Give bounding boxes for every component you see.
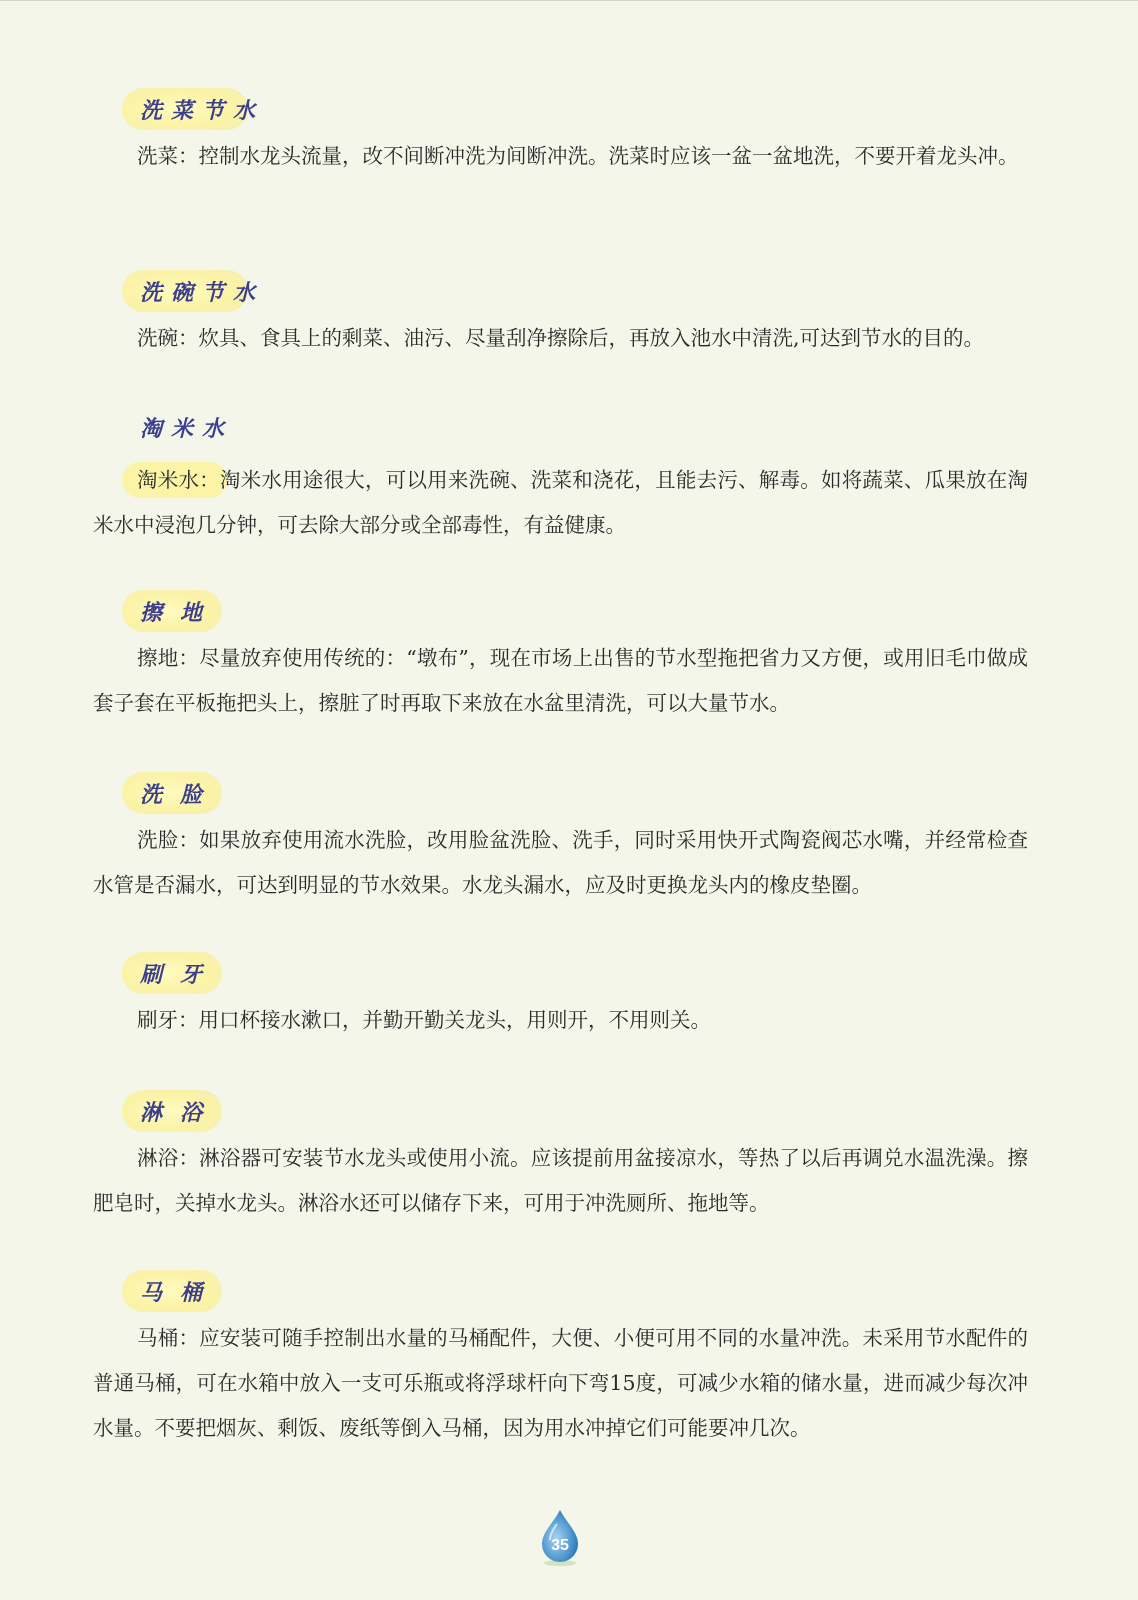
section-paragraph: 马桶：应安装可随手控制出水量的马桶配件，大便、小便可用不同的水量冲洗。未采用节水配件的普通马桶，可在水箱中放入一支可乐瓶或将浮球杆向下弯15度，可减少水箱的储水量，进而减少每次冲水量。不要把烟灰、剩饭、废纸等倒入马桶，因为用水冲掉它们可能要冲几次。 [93, 1326, 1028, 1440]
section-heading: 淋浴 [140, 1101, 221, 1126]
section-wash-dishes [0, 270, 1138, 361]
section-heading: 洗菜节水 [140, 99, 265, 124]
water-drop-icon [538, 1508, 582, 1568]
section-paragraph: 淘米水：淘米水用途很大，可以用来洗碗、洗菜和浇花，且能去污、解毒。如将蔬菜、瓜果放在淘米水中浸泡几分钟，可去除大部分或全部毒性，有益健康。 [93, 468, 1028, 537]
section-wash-vegetables [0, 88, 1138, 179]
section-heading: 洗脸 [140, 783, 221, 808]
section-rice-water [0, 406, 1138, 548]
section-paragraph: 刷牙：用口杯接水漱口，并勤开勤关龙头，用则开，不用则关。 [137, 1008, 711, 1032]
section-heading: 马桶 [140, 1281, 221, 1306]
section-paragraph: 洗菜：控制水龙头流量，改不间断冲洗为间断冲洗。洗菜时应该一盆一盆地洗，不要开着龙头冲。 [137, 144, 1019, 168]
top-border [0, 0, 1138, 1]
section-paragraph-wrap [0, 458, 1138, 548]
section-heading: 淘米水 [140, 417, 234, 442]
section-paragraph: 洗碗：炊具、食具上的剩菜、油污、尽量刮净擦除后，再放入池水中清洗,可达到节水的目的。 [137, 326, 985, 350]
page-number: 35 [551, 1537, 569, 1554]
section-wash-face [0, 772, 1138, 908]
section-toilet [0, 1270, 1138, 1451]
section-shower [0, 1090, 1138, 1226]
section-heading: 刷牙 [140, 963, 221, 988]
section-paragraph: 洗脸：如果放弃使用流水洗脸，改用脸盆洗脸、洗手，同时采用快开式陶瓷阀芯水嘴，并经常检查水管是否漏水，可达到明显的节水效果。水龙头漏水，应及时更换龙头内的橡皮垫圈。 [93, 828, 1028, 897]
drop-shape [542, 1510, 578, 1562]
section-mop-floor [0, 590, 1138, 726]
section-brush-teeth [0, 952, 1138, 1043]
section-heading: 擦地 [140, 601, 221, 626]
section-heading: 洗碗节水 [140, 281, 265, 306]
section-paragraph: 擦地：尽量放弃使用传统的：“墩布”，现在市场上出售的节水型拖把省力又方便，或用旧毛巾做成套子套在平板拖把头上，擦脏了时再取下来放在水盆里清洗，可以大量节水。 [93, 646, 1028, 715]
section-paragraph: 淋浴：淋浴器可安装节水龙头或使用小流。应该提前用盆接凉水，等热了以后再调兑水温洗澡。擦肥皂时，关掉水龙头。淋浴水还可以储存下来，可用于冲洗厕所、拖地等。 [93, 1146, 1028, 1215]
